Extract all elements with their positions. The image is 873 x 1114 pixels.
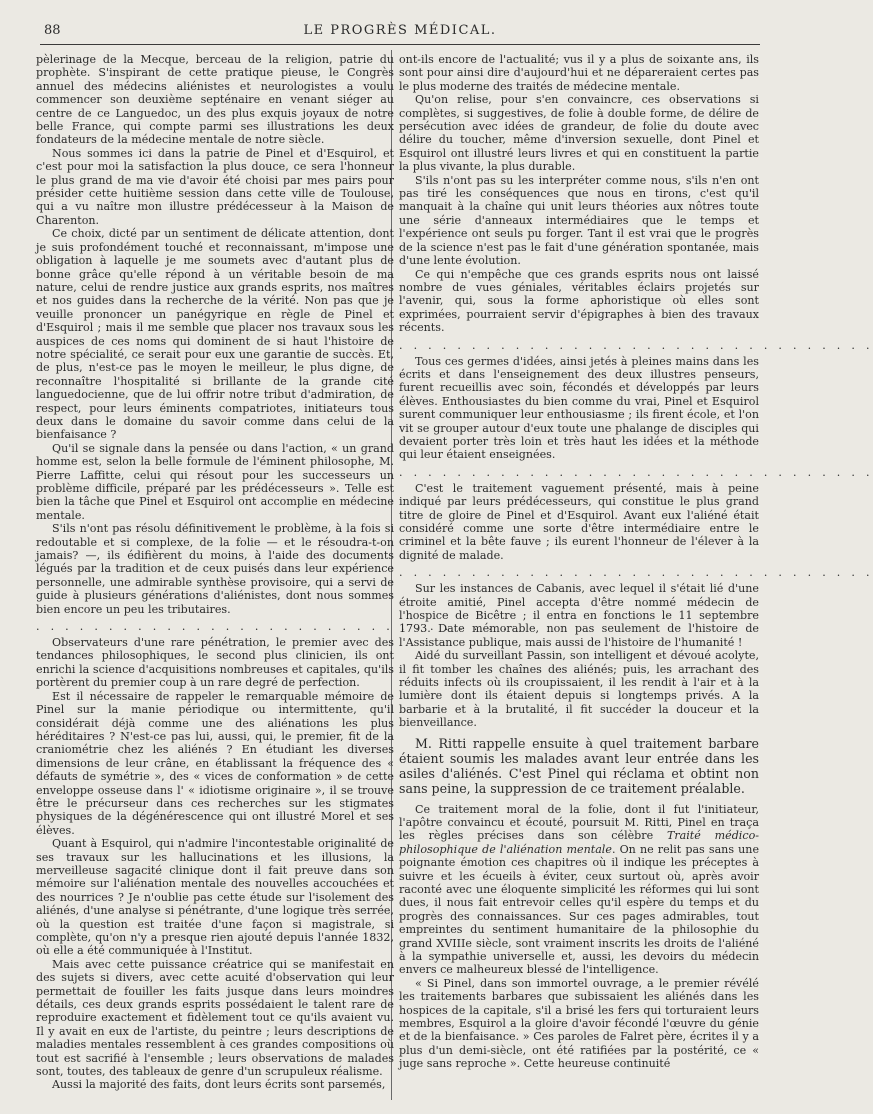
paragraph: S'ils n'ont pas résolu définitivement le problème, à la fois si redoutable et si complexe, de la folie — et le résoudra-t-on jamais? —, ils édifièrent du moins, à l'aide des documents légués par la tradition et de ceux puisés dans leur expérience personnelle, une admirable synthèse provisoire, qui a servi de guide à plusieurs générations d'aliénistes, dont nous sommes bien encore un peu les tributaires. xyxy=(36,522,394,616)
paragraph-text: . On ne relit pas sans une poignante émotion ces chapitres où il indique les préceptes à suivre et les écueils à éviter, ceux surtout où, après avoir raconté avec une éloquente simplicité les réformes qui lui sont dues, il nous fait entrevoir celles qu'il espère du temps et du progrès des connaissances. Sur ces pages admirables, tout empreintes du sentiment humanitaire de la philosophie du grand XVIIIe siècle, sont vraiment inscrits les droits de l'aliéné à la sympathie universelle et, aussi, les devoirs du médecin envers ce malheureux blessé de l'intelligence. xyxy=(399,842,760,977)
section-break-dots: . . . . . . . . . . . . . . . . . . . . . . . . . . . . . . . . . xyxy=(399,465,873,479)
page-number: 88 xyxy=(44,23,61,38)
paragraph: Est il nécessaire de rappeler le remarquable mémoire de Pinel sur la manie périodique ou intermittente, qu'il considérait déjà comme une des aliénations les plus héréditaires ? N'est-ce pas lui, aussi, qui, le premier, fit de la craniométrie chez les aliénés ? En étudiant les diverses dimensions de leur crâne, en établissant la fréquence des « défauts de symétrie », des « vices de conformation » de cette enveloppe osseuse dans l' « idiotisme originaire », il se trouve être le précurseur dans ces recherches sur les stigmates physiques de la dégénérescence qui ont illustré Morel et ses élèves. xyxy=(36,689,394,837)
right-column xyxy=(399,53,873,1071)
paragraph: Tous ces germes d'idées, ainsi jetés à pleines mains dans les écrits et dans l'enseignement des deux illustres penseurs, furent recueillis avec soin, fécondés et développés par leurs élèves. Enthousiastes du bien comme du vrai, Pinel et Esquirol surent communiquer leur enthousiasme ; ils firent école, et l'on vit se grouper autour d'eux toute une phalange de disciples qui devaient porter très loin et très haut les idées et la méthode qui leur étaient enseignées. xyxy=(399,354,759,462)
section-break-dots: . . . . . . . . . . . . . . . . . . . . . . . . . . . . . . . . . xyxy=(399,338,873,352)
summary-paragraph: M. Ritti rappelle ensuite à quel traitement barbare étaient soumis les malades avant leur entrée dans les asiles d'aliénés. C'est Pinel qui réclama et obtint non sans peine, la suppression de ce traitement préalable. xyxy=(399,735,759,797)
paragraph xyxy=(399,803,759,977)
paragraph: C'est le traitement vaguement présenté, mais à peine indiqué par leurs prédécesseurs, qui constitue le plus grand titre de gloire de Pinel et d'Esquirol. Avant eux l'aliéné était considéré comme une sorte d'être intermédiaire entre le criminel et la bête fauve ; ils eurent l'honneur de l'élever à la dignité de malade. xyxy=(399,481,759,562)
left-column xyxy=(36,53,511,1092)
paragraph: Aidé du surveillant Passin, son intelligent et dévoué acolyte, il fit tomber les chaînes des aliénés; puis, les arrachant des réduits infects où ils croupissaient, il les rendit à l'air et à la lumière dont ils étaient depuis si longtemps privés. A la barbarie et à la brutalité, il fit succéder la douceur et la bienveillance. xyxy=(399,649,759,730)
paragraph: Nous sommes ici dans la patrie de Pinel et d'Esquirol, et c'est pour moi la satisfaction la plus douce, ce sera l'honneur le plus grand de ma vie d'avoir été choisi par mes pairs pour présider cette huitième session dans cette ville de Toulouse, qui a vu naître mon illustre prédécesseur à la Maison de Charenton. xyxy=(36,146,394,227)
paragraph: ont-ils encore de l'actualité; vus il y a plus de soixante ans, ils sont pour ainsi dire d'aujourd'hui et ne dépareraient certes pas le plus moderne des traités de médecine mentale. xyxy=(399,53,759,93)
paragraph: Mais avec cette puissance créatrice qui se manifestait en des sujets si divers, avec cette acuité d'observation qui leur permettait de fouiller les faits jusque dans leurs moindres détails, ces deux grands esprits possédaient le talent rare de reproduire exactement et fidèlement tout ce qu'ils avaient vu. Il y avait en eux de l'artiste, du peintre ; leurs descriptions de maladies mentales ressemblent à ces grandes compositions où tout est sacrifié à l'ensemble ; leurs observations de malades sont, toutes, des tableaux de genre d'un scrupuleux réalisme. xyxy=(36,957,394,1079)
paragraph: S'ils n'ont pas su les interpréter comme nous, s'ils n'en ont pas tiré les conséquences que nous en tirons, c'est qu'il manquait à la chaîne qui unit leurs théories aux nôtres toute une série d'anneaux intermédiaires que le temps et l'expérience ont seuls pu forger. Tant il est vrai que le progrès de la science n'est pas le fait d'une génération spontanée, mais d'une lente évolution. xyxy=(399,173,759,268)
paragraph: « Si Pinel, dans son immortel ouvrage, a le premier révélé les traitements barbares que subissaient les aliénés dans les hospices de la capitale, s'il a brisé les fers qui torturaient leurs membres, Esquirol a la gloire d'avoir fécondé l'œuvre du génie et de la bienfaisance. » Ces paroles de Falret père, écrites il y a plus d'un demi-siècle, ont été ratifiées par la postérité, ce « juge sans reproche ». Cette heureuse continuité xyxy=(399,976,759,1071)
book-title: Traité médico-philosophique de l'aliénation mentale xyxy=(399,829,759,856)
section-break-dots: . . . . . . . . . . . . . . . . . . . . . . . . . . . . . . . . . xyxy=(399,566,873,580)
section-break-dots: . . . . . . . . . . . . . . . . . . . . . . . . . . . . . . . . . xyxy=(36,620,511,634)
page-header xyxy=(40,20,760,45)
running-title: LE PROGRÈS MÉDICAL. xyxy=(303,23,497,38)
paragraph: Sur les instances de Cabanis, avec lequel il s'était lié d'une étroite amitié, Pinel accepta d'être nommé médecin de l'hospice de Bicêtre ; il entra en fonctions le 11 septembre 1793. Date mémorable, non pas seulement de l'histoire de l'Assistance publique, mais aussi de l'histoire de l'humanité ! xyxy=(399,582,759,649)
paragraph: Aussi la majorité des faits, dont leurs écrits sont parsemés, xyxy=(52,1078,386,1092)
paragraph: Ce qui n'empêche que ces grands esprits nous ont laissé nombre de vues géniales, véritables éclairs projetés sur l'avenir, qui, sous la forme aphoristique où elles sont exprimées, pourraient servir d'épigraphes à bien des travaux récents. xyxy=(399,267,759,335)
paragraph-text: Ce traitement moral de la folie, dont il fut l'initiateur, l'apôtre convaincu et écouté, poursuit M. Ritti, Pinel en traça les règles précises dans son célèbre xyxy=(399,802,759,843)
paragraph: Qu'il se signale dans la pensée ou dans l'action, « un grand homme est, selon la belle formule de l'éminent philosophe, M. Pierre Laffitte, celui qui résout pour les successeurs un problème difficile, préparé par les prédécesseurs ». Telle est bien la tâche que Pinel et Esquirol ont accomplie en médecine mentale. xyxy=(36,441,394,522)
paragraph: Quant à Esquirol, qui n'admire l'incontestable originalité de ses travaux sur les hallucinations et les illusions, la merveilleuse sagacité clinique dont il fait preuve dans son mémoire sur l'aliénation mentale des nouvelles accouchées et des nourrices ? Je n'oublie pas cette étude sur l'isolement des aliénés, d'une analyse si pénétrante, d'une logique très serrée, où la question est traitée d'une façon si magistrale, si complète, qu'on n'y a presque rien ajouté depuis l'année 1832, où elle a été communiquée à l'Institut. xyxy=(36,837,394,958)
paragraph: Observateurs d'une rare pénétration, le premier avec des tendances philosophiques, le second plus clinicien, ils ont enrichi la science d'acquisitions nombreuses et capitales, qu'ils portèrent du premier coup à un rare degré de perfection. xyxy=(36,636,394,690)
paragraph: pèlerinage de la Mecque, berceau de la religion, patrie du prophète. S'inspirant de cette pratique pieuse, le Congrès annuel des médecins aliénistes et neurologistes a voulu commencer son deuxième septénaire en venant siéger au centre de ce Languedoc, un des plus exquis joyaux de notre belle France, qui compte parmi ses illustrations les deux fondateurs de la médecine mentale de notre siècle. xyxy=(36,53,394,147)
paragraph: Qu'on relise, pour s'en convaincre, ces observations si complètes, si suggestives, de folie à double forme, de délire de persécution avec idées de grandeur, de folie du doute avec délire du toucher, même d'inversion sexuelle, dont Pinel et Esquirol ont illustré leurs livres et qui en constituent la partie la plus vivante, la plus durable. xyxy=(399,93,759,174)
paragraph: Ce choix, dicté par un sentiment de délicate attention, dont je suis profondément touché et reconnaissant, m'impose une obligation à laquelle je me soumets avec d'autant plus de bonne grâce qu'elle répond à un véritable besoin de ma nature, celui de rendre justice aux grands esprits, nos maîtres et nos guides dans la recherche de la vérité. Non pas que je veuille prononcer un panégyrique en règle de Pinel et d'Esquirol ; mais il me semble que placer nos travaux sous les auspices de ces noms qui dominent de si haut l'histoire de notre spécialité, ce serait pour eux une garantie de succès. Et, de plus, n'est-ce pas le moyen le meilleur, le plus digne, de reconnaître l'hospitalité si brillante de la grande cité languedocienne, que de lui offrir notre tribut d'admiration, de respect, pour leurs éminents compatriotes, initiateurs tous deux dans le domaine du savoir comme dans celui de la bienfaisance ? xyxy=(36,227,394,442)
